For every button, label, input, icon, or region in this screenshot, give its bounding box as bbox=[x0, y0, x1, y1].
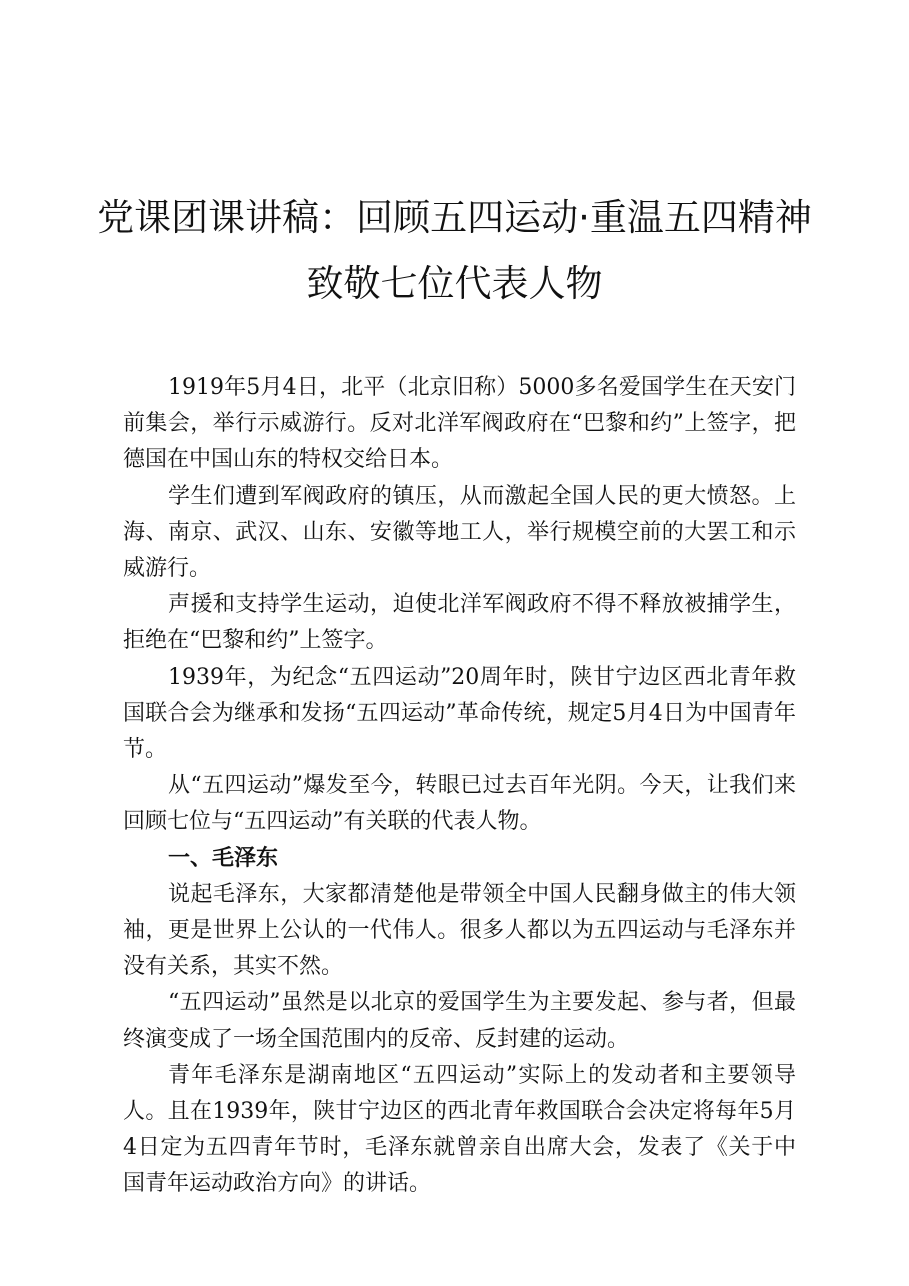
paragraph-review: 从“五四运动”爆发至今，转眼已过去百年光阴。今天，让我们来回顾七位与“五四运动”有关联的代表人物。 bbox=[123, 773, 796, 835]
paragraph-mao-role: 青年毛泽东是湖南地区“五四运动”实际上的发动者和主要领导人。且在1939年，陕甘宁边区的西北青年救国联合会决定将每年5月4日定为五四青年节时，毛泽东就曾亲自出席大会，发表了《关于中国青年运动政治方向》的讲话。 bbox=[123, 1062, 796, 1197]
document-body bbox=[123, 370, 796, 1203]
document-title-line-2: 致敬七位代表人物 bbox=[306, 262, 603, 305]
paragraph-support: 声援和支持学生运动，迫使北洋军阀政府不得不释放被捕学生，拒绝在“巴黎和约”上签字。 bbox=[123, 592, 796, 654]
paragraph-suppression: 学生们遭到军阀政府的镇压，从而激起全国人民的更大愤怒。上海、南京、武汉、山东、安徽等地工人，举行规模空前的大罢工和示威游行。 bbox=[123, 483, 796, 582]
paragraph-movement-scope: “五四运动”虽然是以北京的爱国学生为主要发起、参与者，但最终演变成了一场全国范围内的反帝、反封建的运动。 bbox=[123, 990, 796, 1052]
paragraph-intro: 1919年5月4日，北平（北京旧称）5000多名爱国学生在天安门前集会，举行示威游行。反对北洋军阀政府在“巴黎和约”上签字，把德国在中国山东的特权交给日本。 bbox=[123, 375, 796, 473]
document-title-line-1: 党课团课讲稿：回顾五四运动·重温五四精神 bbox=[97, 196, 812, 239]
paragraph-youth-day: 1939年，为纪念“五四运动”20周年时，陕甘宁边区西北青年救国联合会为继承和发扬“五四运动”革命传统，规定5月4日为中国青年节。 bbox=[123, 664, 796, 763]
section-heading-mao: 一、毛泽东 bbox=[168, 845, 279, 871]
paragraph-mao-intro: 说起毛泽东，大家都清楚他是带领全中国人民翻身做主的伟大领袖，更是世界上公认的一代伟人。很多人都以为五四运动与毛泽东并没有关系，其实不然。 bbox=[123, 881, 796, 980]
